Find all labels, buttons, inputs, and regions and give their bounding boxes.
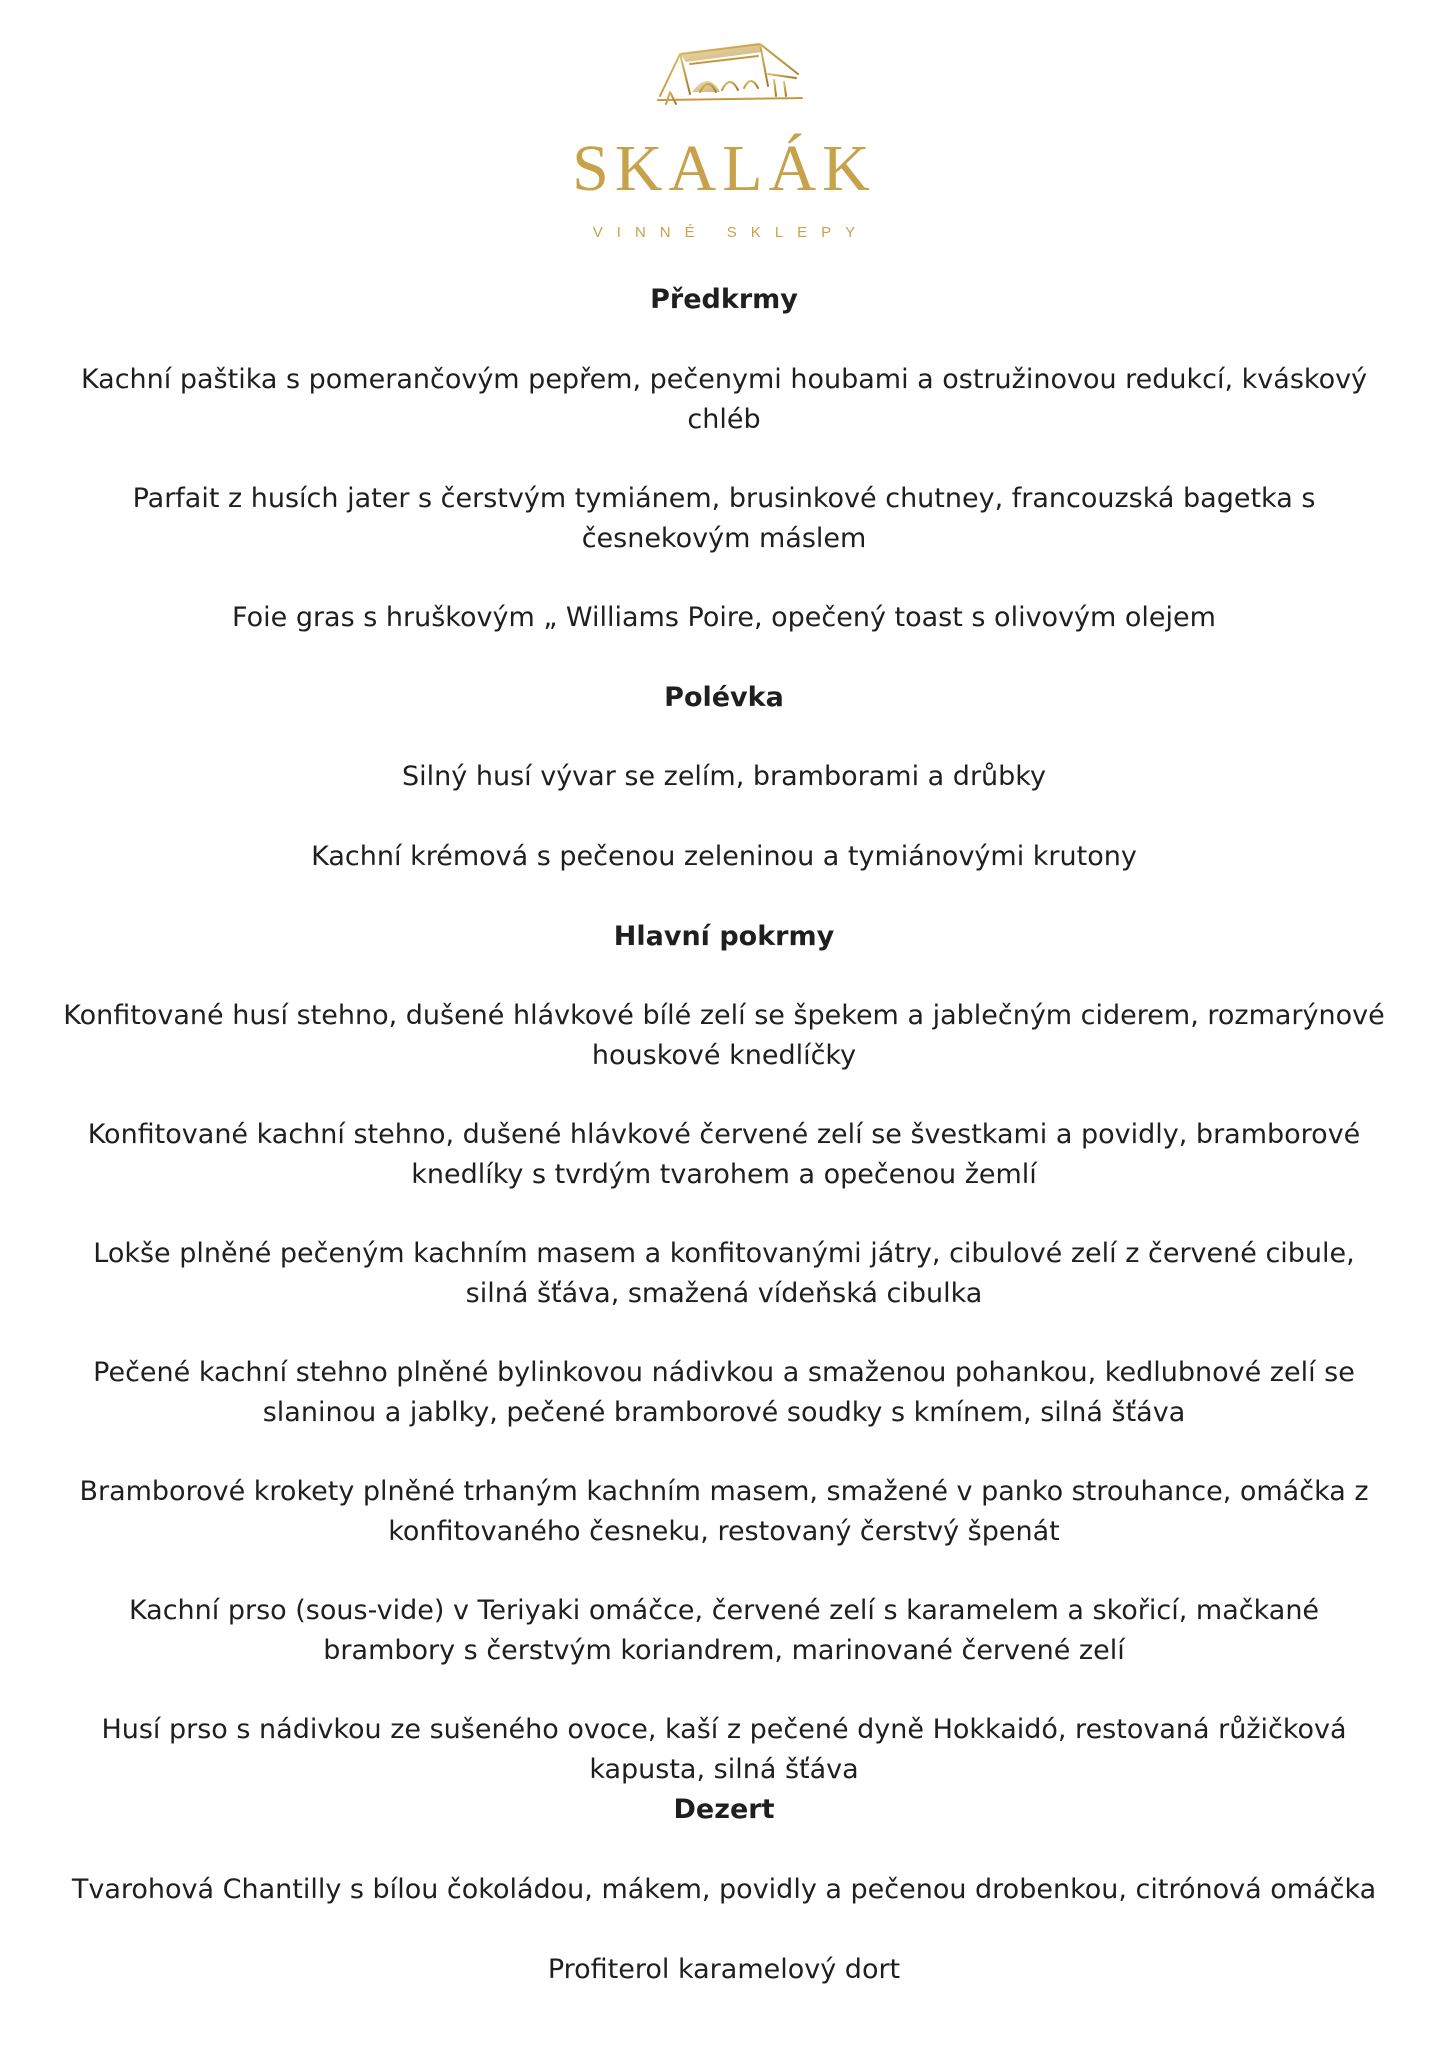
menu-item: Lokše plněné pečeným kachním masem a konfitovanými játry, cibulové zelí z červené cibule, silná šťáva, smažená vídeňská cibulka bbox=[93, 1238, 1355, 1309]
menu-item: Konfitované kachní stehno, dušené hlávkové červené zelí se švestkami a povidly, bramborové knedlíky s tvrdým tvarohem a opečenou žemlí bbox=[87, 1119, 1361, 1190]
section-heading-appetizers: Předkrmy bbox=[650, 284, 798, 315]
wine-cellar-logo-icon bbox=[650, 34, 810, 114]
menu-item: Kachní krémová s pečenou zeleninou a tymiánovými krutony bbox=[311, 841, 1137, 872]
menu-item: Kachní paštika s pomerančovým pepřem, pečenymi houbami a ostružinovou redukcí, kváskový chléb bbox=[80, 364, 1368, 435]
menu-item: Foie gras s hruškovým „ Williams Poire, opečený toast s olivovým olejem bbox=[232, 602, 1216, 633]
menu-item: Husí prso s nádivkou ze sušeného ovoce, kaší z pečené dyně Hokkaidó, restovaná růžičková kapusta, silná šťáva bbox=[101, 1714, 1347, 1785]
section-heading-dessert: Dezert bbox=[673, 1794, 775, 1825]
menu-item: Konfitované husí stehno, dušené hlávkové bílé zelí se špekem a jablečným ciderem, rozmarýnové houskové knedlíčky bbox=[63, 1000, 1385, 1071]
brand-subtitle: VINNÉ SKLEPY bbox=[592, 224, 870, 241]
menu-item: Bramborové krokety plněné trhaným kachním masem, smažené v panko strouhance, omáčka z konfitovaného česneku, restovaný čerstvý špenát bbox=[79, 1476, 1369, 1547]
menu-item: Profiterol karamelový dort bbox=[547, 1954, 901, 1985]
section-heading-mains: Hlavní pokrmy bbox=[613, 921, 835, 952]
menu-item: Pečené kachní stehno plněné bylinkovou nádivkou a smaženou pohankou, kedlubnové zelí se slaninou a jablky, pečené bramborové soudky s kmínem, silná šťáva bbox=[93, 1357, 1355, 1428]
menu-item: Silný husí vývar se zelím, bramborami a drůbky bbox=[402, 761, 1046, 792]
menu-item: Tvarohová Chantilly s bílou čokoládou, mákem, povidly a pečenou drobenkou, citrónová omáčka bbox=[71, 1874, 1377, 1905]
menu-item: Kachní prso (sous-vide) v Teriyaki omáčce, červené zelí s karamelem a skořicí, mačkané brambory s čerstvým koriandrem, marinované červené zelí bbox=[128, 1595, 1320, 1666]
brand-name: SKALÁK bbox=[572, 132, 876, 205]
menu-item: Parfait z husích jater s čerstvým tymiánem, brusinkové chutney, francouzská bagetka s česnekovým máslem bbox=[132, 483, 1316, 554]
section-heading-soup: Polévka bbox=[664, 682, 784, 713]
